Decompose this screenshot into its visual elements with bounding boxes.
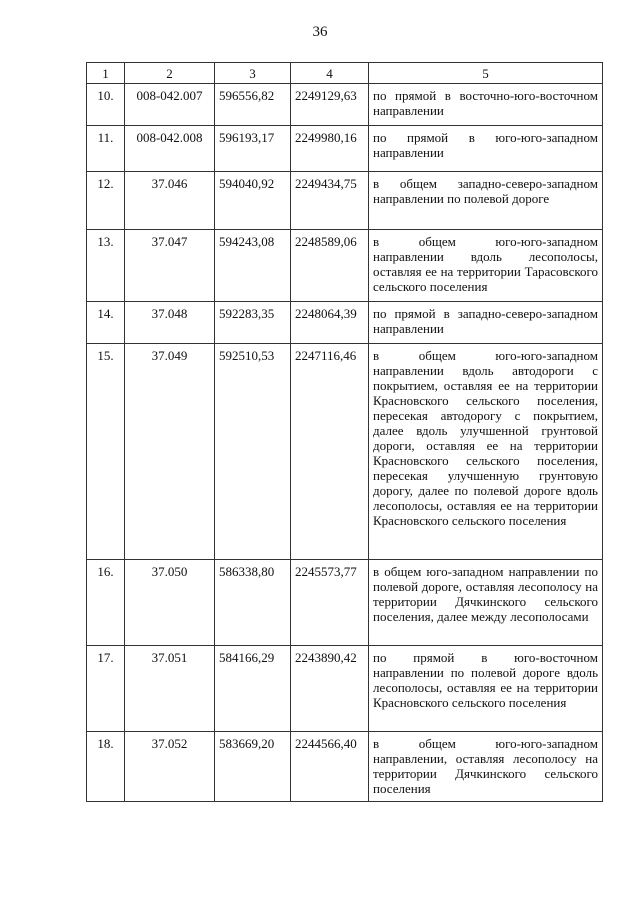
point-code: 37.046 [125, 172, 215, 230]
coordinate-x: 594040,92 [215, 172, 291, 230]
point-code: 37.049 [125, 344, 215, 560]
table-header-row [87, 63, 603, 84]
table-row [87, 646, 603, 732]
boundary-description: в общем юго-юго-западном направлении вдоль лесополосы, оставляя ее на территории Тарасовского сельского поселения [369, 230, 603, 302]
coordinate-x: 594243,08 [215, 230, 291, 302]
point-code: 37.052 [125, 732, 215, 802]
boundary-description: по прямой в восточно-юго-восточном направлении [369, 84, 603, 126]
coordinate-y: 2245573,77 [291, 560, 369, 646]
page-number: 36 [312, 24, 328, 40]
coordinate-x: 584166,29 [215, 646, 291, 732]
coordinate-y: 2249434,75 [291, 172, 369, 230]
row-number: 16. [87, 560, 125, 646]
coordinate-y: 2248589,06 [291, 230, 369, 302]
point-code: 37.047 [125, 230, 215, 302]
coordinate-y: 2247116,46 [291, 344, 369, 560]
boundary-description: по прямой в юго-восточном направлении по полевой дороге вдоль лесополосы, оставляя ее на территории Красновского сельского поселения [369, 646, 603, 732]
boundary-description: в общем юго-западном направлении по полевой дороге, оставляя лесополосу на территории Дячкинского сельского поселения, далее между лесополосами [369, 560, 603, 646]
table-row [87, 84, 603, 126]
point-code: 008-042.007 [125, 84, 215, 126]
row-number: 13. [87, 230, 125, 302]
coordinate-y: 2249980,16 [291, 126, 369, 172]
coordinate-y: 2243890,42 [291, 646, 369, 732]
coordinate-x: 596193,17 [215, 126, 291, 172]
coordinate-x: 592510,53 [215, 344, 291, 560]
row-number: 15. [87, 344, 125, 560]
column-header: 5 [369, 63, 603, 84]
row-number: 11. [87, 126, 125, 172]
boundary-description: по прямой в юго-юго-западном направлении [369, 126, 603, 172]
table-row [87, 302, 603, 344]
table-row [87, 732, 603, 802]
row-number: 14. [87, 302, 125, 344]
boundary-points-table [86, 62, 603, 802]
point-code: 37.051 [125, 646, 215, 732]
point-code: 008-042.008 [125, 126, 215, 172]
boundary-description: по прямой в западно-северо-западном направлении [369, 302, 603, 344]
coordinate-x: 592283,35 [215, 302, 291, 344]
coordinate-x: 586338,80 [215, 560, 291, 646]
table-row [87, 172, 603, 230]
coordinate-y: 2248064,39 [291, 302, 369, 344]
point-code: 37.050 [125, 560, 215, 646]
coordinate-y: 2244566,40 [291, 732, 369, 802]
coordinate-x: 596556,82 [215, 84, 291, 126]
row-number: 12. [87, 172, 125, 230]
row-number: 10. [87, 84, 125, 126]
boundary-description: в общем западно-северо-западном направлении по полевой дороге [369, 172, 603, 230]
point-code: 37.048 [125, 302, 215, 344]
column-header: 4 [291, 63, 369, 84]
row-number: 17. [87, 646, 125, 732]
table-row [87, 230, 603, 302]
table-row [87, 560, 603, 646]
boundary-description: в общем юго-юго-западном направлении вдоль автодороги с покрытием, оставляя ее на территории Красновского сельского поселения, пересекая автодорогу с покрытием, далее вдоль улучшенной грунтовой дороги, оставляя ее на территории Красновского сельского поселения, пересекая улучшенную грунтовую дорогу, далее по полевой дороге вдоль лесополосы, оставляя ее на территории Красновского сельского поселения [369, 344, 603, 560]
column-header: 1 [87, 63, 125, 84]
row-number: 18. [87, 732, 125, 802]
column-header: 2 [125, 63, 215, 84]
table-row [87, 126, 603, 172]
coordinate-y: 2249129,63 [291, 84, 369, 126]
table-row [87, 344, 603, 560]
column-header: 3 [215, 63, 291, 84]
boundary-description: в общем юго-юго-западном направлении, оставляя лесополосу на территории Дячкинского сельского поселения [369, 732, 603, 802]
coordinate-x: 583669,20 [215, 732, 291, 802]
